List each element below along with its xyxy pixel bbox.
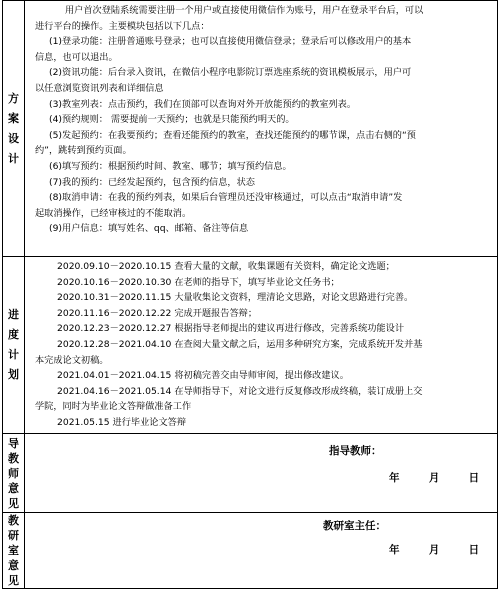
date-day: 日 — [468, 472, 480, 484]
plan-label-char: 案 — [8, 111, 19, 125]
plan-line: 进行平台的操作。主要模块包括以下几点： — [35, 20, 210, 32]
schedule-line: 2020.11.16－2020.12.22 完成开题报告答辩； — [57, 307, 258, 319]
office-label-char: 室 — [8, 544, 19, 557]
plan-label-char: 计 — [8, 151, 19, 165]
plan-line: (7)我的预约：已经发起预约，包含预约信息，状态 — [49, 176, 255, 188]
schedule-label-char: 计 — [8, 348, 19, 361]
office-date — [389, 542, 479, 557]
schedule-row — [3, 257, 498, 434]
plan-line: 信息，也可以退出。 — [35, 51, 118, 63]
plan-line: (9)用户信息：填写姓名、qq、邮箱、备注等信息 — [49, 223, 249, 235]
schedule-line: 2020.12.28－2021.04.10 在查阅大量文献之后，运用多种研究方案，完成系统开发并基 — [57, 338, 423, 350]
advisor-label-char: 教 — [8, 451, 19, 465]
plan-label — [3, 1, 25, 257]
advisor-label-char: 意 — [8, 481, 19, 495]
plan-content — [25, 1, 497, 237]
plan-line: (6)填写预约：根据预约时间、教室、哪节；填写预约信息。 — [49, 160, 292, 172]
date-month: 月 — [428, 544, 440, 556]
schedule-line: 2021.04.16－2021.05.14 在导师指导下，对论文进行反复修改形成终稿，装订成册上交 — [57, 385, 423, 397]
date-year: 年 — [389, 472, 400, 484]
office-label — [3, 513, 25, 589]
advisor-label-char: 师 — [8, 466, 19, 480]
schedule-line: 本完成论文初稿。 — [35, 354, 109, 366]
schedule-line: 2020.09.10－2020.10.15 查看大量的文献，收集课题有关资料，确定论文选题； — [57, 261, 395, 272]
advisor-date — [389, 470, 479, 485]
schedule-label-char: 度 — [8, 328, 19, 341]
plan-line: (3)教室列表：点击预约，我们在顶部可以查询对外开放能预约的教室列表。 — [49, 98, 357, 110]
advisor-label-char: 见 — [8, 496, 19, 510]
plan-label-char: 方 — [8, 91, 19, 105]
plan-line: (8)取消申请：在我的预约列表，如果后台管理员还没审核通过，可以点击“取消申请”发 — [49, 192, 403, 204]
plan-line: 用户首次登陆系统需要注册一个用户或直接使用微信作为账号，用户在登录平台后，可以 — [65, 5, 424, 16]
plan-content-cell — [25, 1, 498, 257]
schedule-line: 2020.10.31－2020.11.15 大量收集论文资料，理清论文思路，对论文思路进行完善。 — [57, 292, 414, 304]
office-label-char: 意 — [8, 559, 19, 572]
schedule-label-char: 划 — [8, 368, 19, 381]
plan-line: (4)预约规则： 需要提前一天预约；也就是只能预约明天的。 — [49, 114, 295, 126]
date-month: 月 — [428, 472, 440, 484]
proposal-form-table — [2, 0, 498, 589]
schedule-content-cell — [25, 257, 498, 434]
advisor-label-char: 导 — [8, 436, 19, 450]
office-opinion — [25, 513, 497, 585]
date-year: 年 — [389, 544, 400, 556]
advisor-row — [3, 434, 498, 513]
advisor-label — [3, 434, 25, 513]
plan-line: 以任意浏览资讯列表和详细信息 — [35, 82, 164, 94]
schedule-line: 学院，同时为毕业论文答辩做准备工作 — [35, 401, 192, 413]
office-label-char: 见 — [8, 574, 19, 587]
advisor-signer-label: 指导教师： — [329, 445, 382, 457]
office-signer-label: 教研室主任： — [323, 520, 386, 532]
schedule-content — [25, 257, 497, 431]
schedule-line: 2020.10.16－2020.10.30 在老师的指导下，填写毕业论文任务书； — [57, 276, 340, 288]
plan-label-char: 设 — [8, 131, 19, 145]
schedule-line: 2021.05.15 进行毕业论文答辩 — [57, 416, 187, 428]
plan-row — [3, 1, 498, 257]
office-label-char: 研 — [8, 529, 19, 542]
plan-line: (1)登录功能：注册普通账号登录；也可以直接使用微信登录；登录后可以修改用户的基本 — [49, 36, 412, 48]
date-day: 日 — [468, 544, 480, 556]
schedule-line: 2021.04.01－2021.04.15 将初稿完善交由导师审阅，提出修改建议。 — [57, 370, 349, 382]
plan-line: (2)资讯功能：后台录入资讯，在微信小程序电影院订票选座系统的资讯模板展示，用户可 — [49, 67, 412, 79]
office-opinion-cell — [25, 513, 498, 589]
plan-line: (5)发起预约：在我要预约；查看还能预约的教室，查找还能预约的哪节课，点击右侧的“预 — [49, 129, 416, 141]
schedule-label-char: 进 — [8, 308, 19, 321]
office-row — [3, 513, 498, 589]
office-label-char: 教 — [8, 514, 19, 527]
advisor-opinion-cell — [25, 434, 498, 513]
schedule-line: 2020.12.23－2020.12.27 根据指导老师提出的建议再进行修改，完善系统功能设计 — [57, 323, 405, 335]
schedule-label — [3, 257, 25, 434]
advisor-opinion — [25, 434, 497, 512]
plan-line: 起取消操作，已经审核过的不能取消。 — [35, 207, 192, 219]
plan-line: 约”，跳转到预约页面。 — [35, 145, 132, 157]
